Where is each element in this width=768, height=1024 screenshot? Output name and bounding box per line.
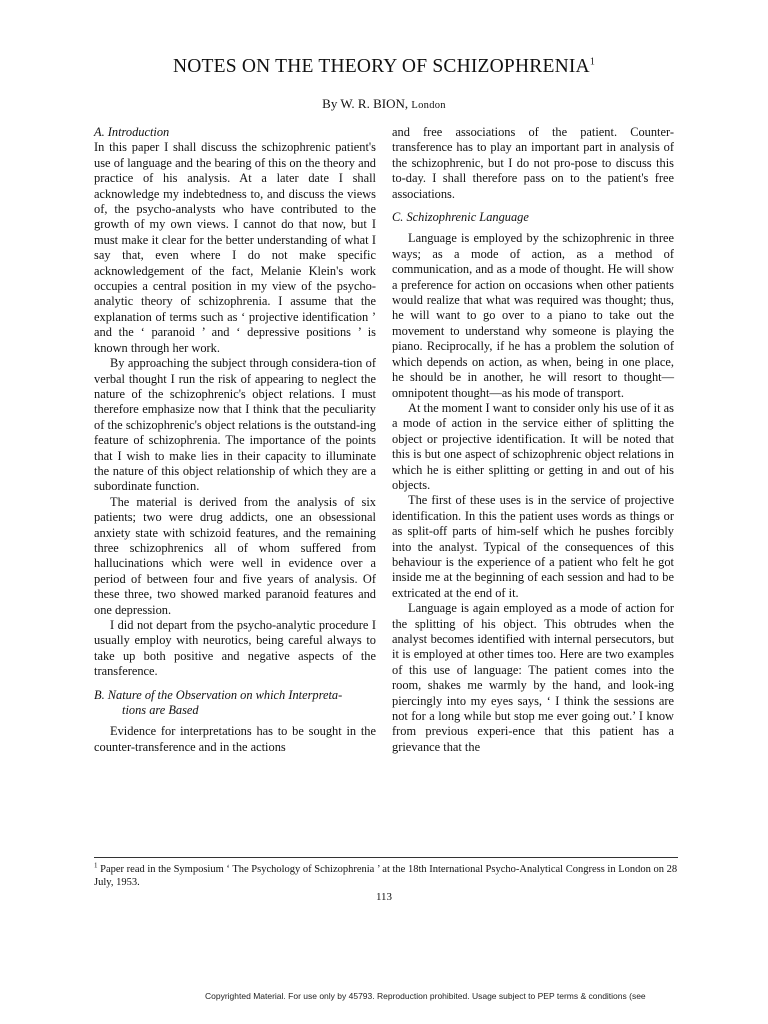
footnote-divider bbox=[94, 857, 678, 858]
left-paragraph-1: In this paper I shall discuss the schizophrenic patient's use of language and the bearing of this on the theory and practice of his analysis. At a later date I shall acknowledge my indebtedness to, and discuss the views of, the psycho-analysts who have contributed to the growth of my own views. I cannot do that now, but I must make it clear for the better understanding of what I say that, even where I do not make specific acknowledgement of the fact, Melanie Klein's work occupies a central position in my view of the psycho-analytic theory of schizophrenia. I assume that the explanation of terms such as ‘ projective identification ’ and the ‘ paranoid ’ and ‘ depressive positions ’ is known through her work. bbox=[94, 140, 376, 355]
copyright-notice: Copyrighted Material. For use only by 45793. Reproduction prohibited. Usage subject to PEP terms & conditions (see bbox=[205, 991, 646, 1001]
author-byline bbox=[0, 96, 768, 112]
right-paragraph-4: The first of these uses is in the service of projective identification. In this the patient uses words as things or as split-off parts of him-self which he pushes forcibly into the analyst. Typical of the consequences of this behaviour is the experience of a patient who felt he got inside me at the beginning of each session and had to be extricated at the end of it. bbox=[392, 493, 674, 600]
left-column bbox=[94, 125, 376, 755]
section-a-heading: A. Introduction bbox=[94, 125, 170, 139]
title-footnote-marker: 1 bbox=[589, 56, 596, 68]
footnote-text: Paper read in the Symposium ‘ The Psychology of Schizophrenia ’ at the 18th International Psycho-Analytical Congress in London on 28 July, 1953. bbox=[94, 864, 678, 888]
right-paragraph-5: Language is again employed as a mode of action for the splitting of his object. This obtrudes when the analyst becomes identified with internal persecutors, but it is employed at other times too. Here are two examples of this use of language: The patient comes into the room, shakes me warmly by the hand, and look-ing piercingly into my eyes says, ‘ I think the sessions are not for a long while but stop me ever going out.’ I know from previous experi-ence that this patient has a grievance that the bbox=[392, 601, 674, 754]
left-paragraph-4: I did not depart from the psycho-analytic procedure I usually employ with neurotics, being careful always to take up both positive and negative aspects of the transference. bbox=[94, 618, 376, 679]
title-text: NOTES ON THE THEORY OF SCHIZOPHRENIA bbox=[172, 56, 590, 77]
left-paragraph-5: Evidence for interpretations has to be sought in the counter-transference and in the actions bbox=[94, 724, 376, 754]
left-paragraph-3: The material is derived from the analysis of six patients; two were drug addicts, one an obsessional anxiety state with schizoid features, and the remaining three schizophrenics all of whom suffered from hallucinations which were well in evidence over a period of between four and five years of analysis. Of these three, two showed marked paranoid features and one depression. bbox=[94, 494, 376, 617]
left-paragraph-2: By approaching the subject through considera-tion of verbal thought I run the risk of appearing to neglect the nature of the schizophrenic's object relations. I must therefore emphasize now that I think that the peculiarity of the schizophrenic's object relations is the outstand-ing feature of schizophrenia. The importance of the points that I wish to make lies in their capacity to illuminate the nature of this object relationship of which they are a subordinate function. bbox=[94, 356, 376, 494]
footnote-marker: 1 bbox=[94, 861, 98, 870]
byline-place: London bbox=[411, 100, 446, 111]
footnote bbox=[94, 863, 678, 889]
section-b-heading-line-1: B. Nature of the Observation on which Interpreta- bbox=[94, 687, 343, 702]
section-c-heading: C. Schizophrenic Language bbox=[392, 210, 529, 225]
section-b-heading-line-2: tions are Based bbox=[122, 703, 199, 718]
right-paragraph-1: and free associations of the patient. Counter-transference has to play an important part in analysis of the schizophrenic, but I do not pro-pose to discuss this to-day. I shall therefore pass on to the patient's free associations. bbox=[392, 125, 674, 201]
byline-author: By W. R. BION, bbox=[322, 96, 412, 111]
right-paragraph-2: Language is employed by the schizophrenic in three ways; as a mode of action, as a method of communication, and as a mode of thought. He will show a preference for action on occasions when other patients would realize that what was required was thought; thus, he will want to go over to a piano to take out the movement to understand why someone is playing the piano. Reciprocally, if he has a problem the solution of which depends on action, as when, being in one place, he should be in another, he will resort to thought—omnipotent thought—as his mode of transport. bbox=[392, 231, 674, 400]
section-b-heading bbox=[94, 688, 376, 719]
right-column bbox=[392, 125, 674, 755]
article-title bbox=[0, 56, 768, 78]
page-number: 113 bbox=[375, 891, 393, 903]
right-paragraph-3: At the moment I want to consider only his use of it as a mode of action in the service either of splitting the object or projective identification. It will be noted that this is but one aspect of schizophrenic object relations in which he is either splitting or getting in and out of his objects. bbox=[392, 400, 674, 492]
